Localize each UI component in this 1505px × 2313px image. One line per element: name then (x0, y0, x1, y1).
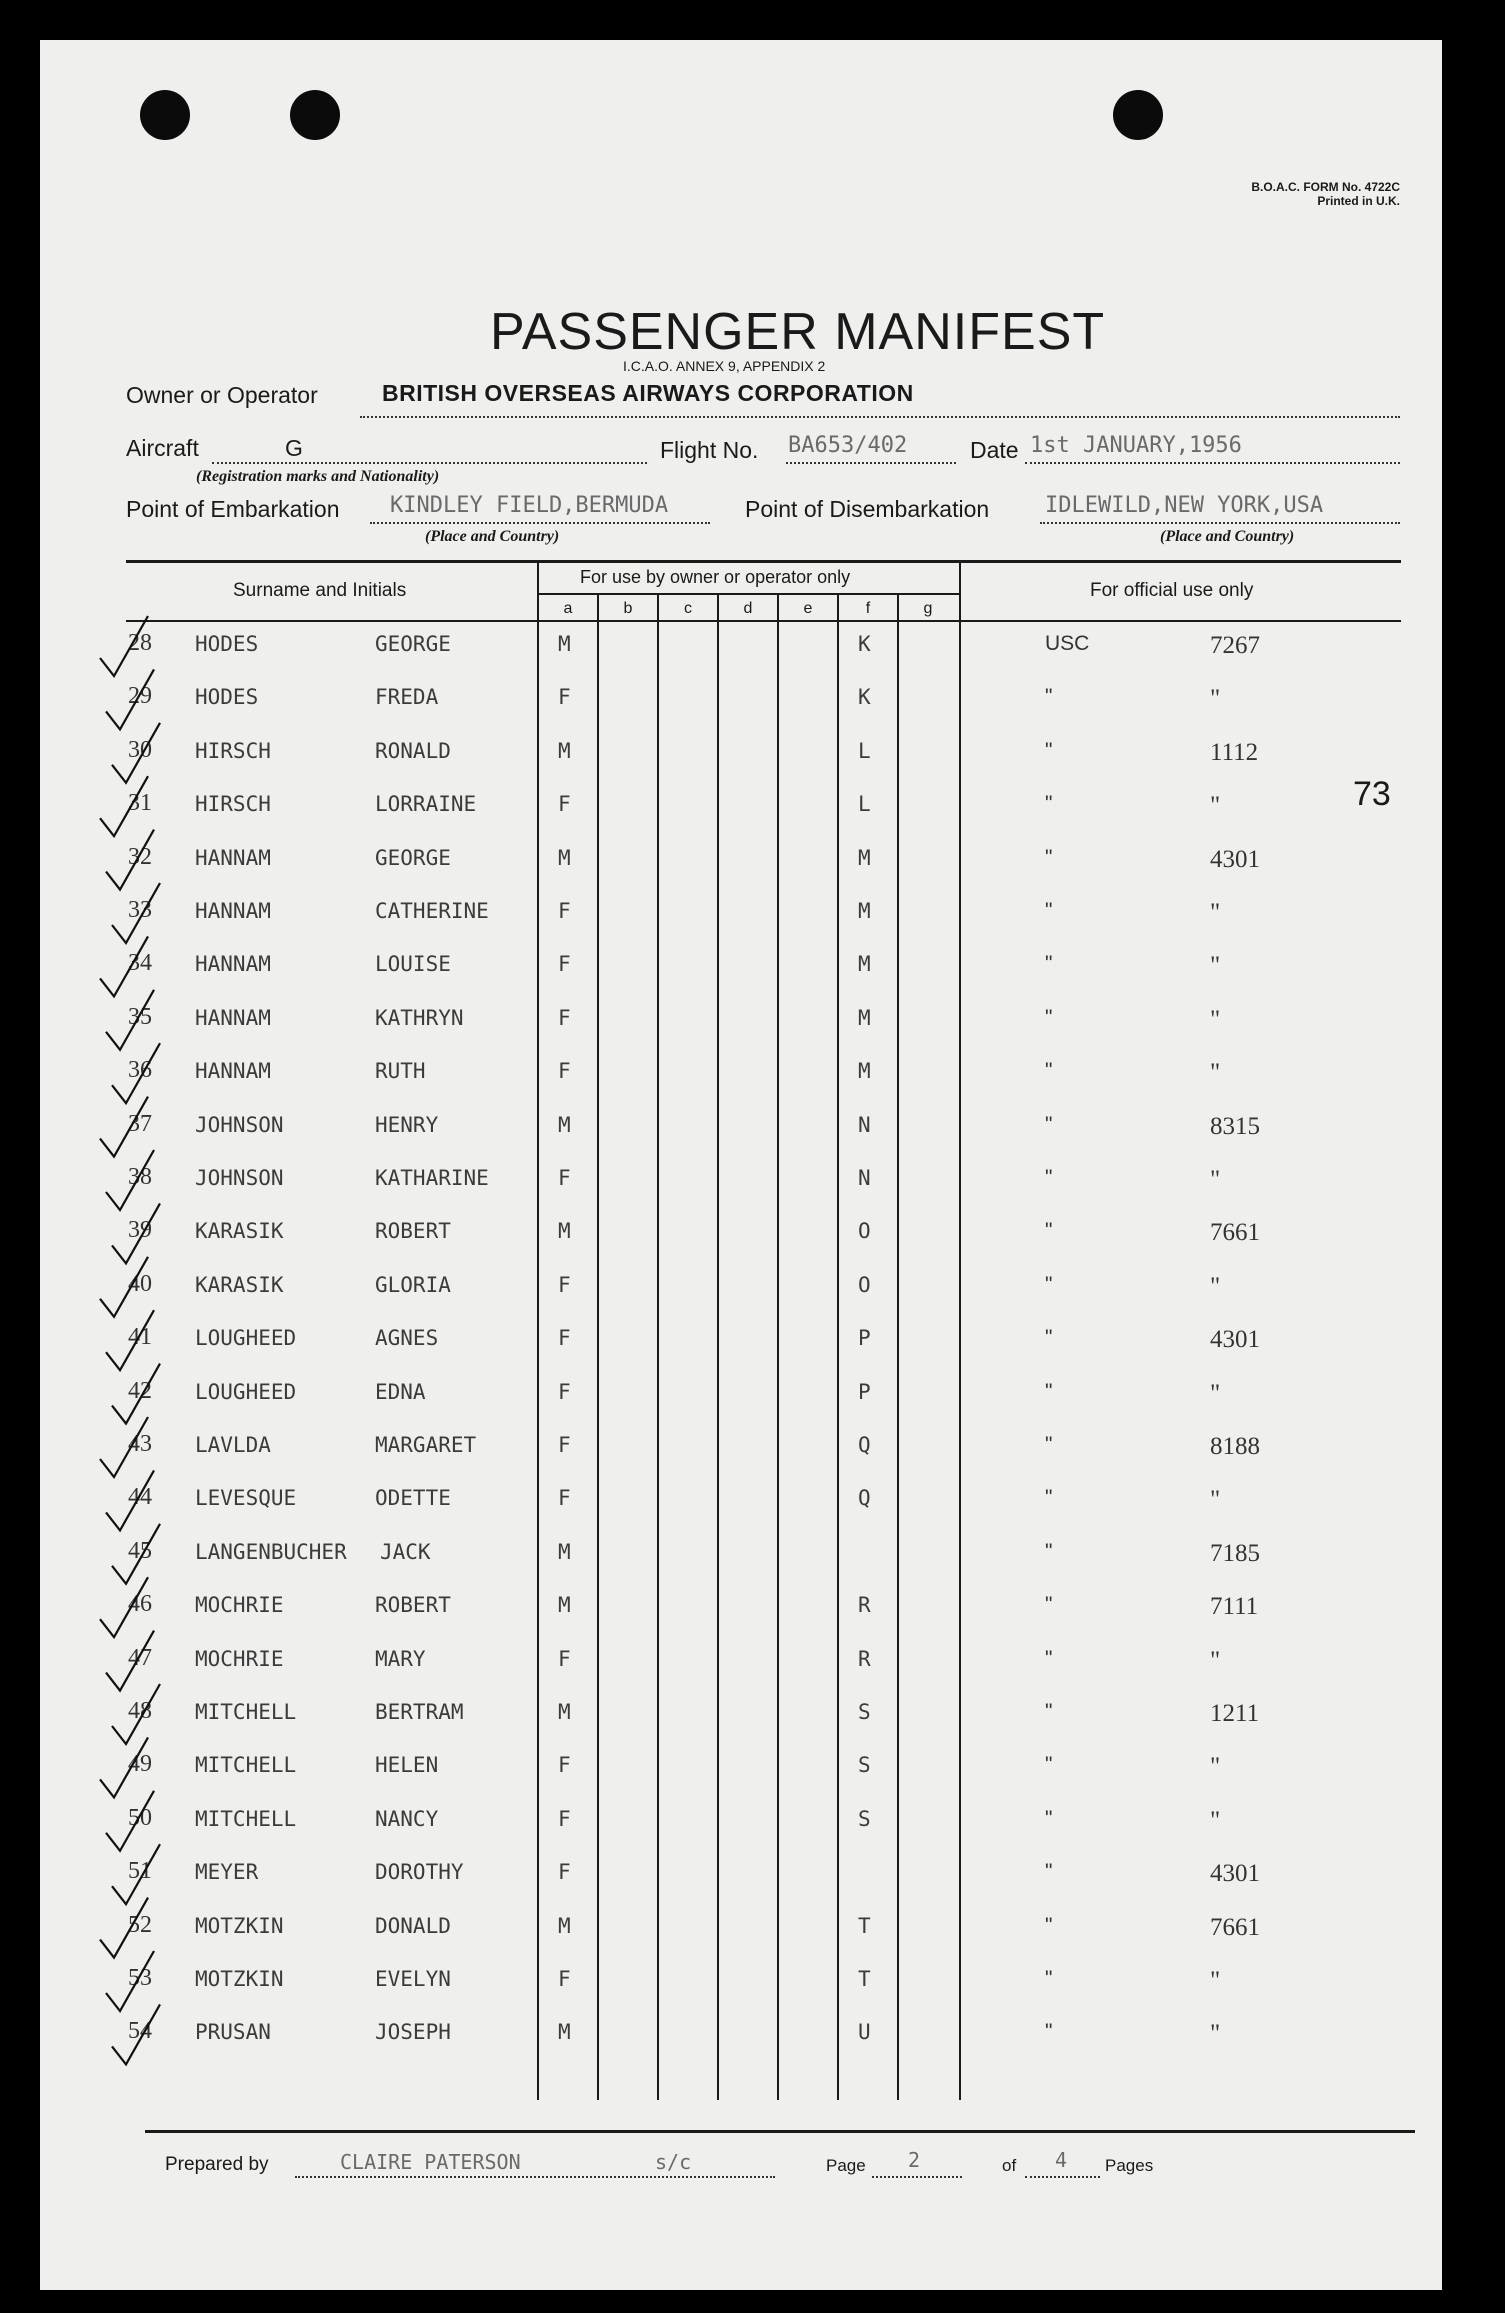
official-code: " (1045, 1806, 1053, 1830)
column-f-code: M (858, 899, 871, 923)
check-mark (100, 936, 148, 996)
passenger-first-name: ROBERT (375, 1219, 451, 1244)
disembarkation-value: IDLEWILD,NEW YORK,USA (1045, 493, 1324, 518)
column-a-sex: F (558, 1486, 571, 1511)
passenger-surname: JOHNSON (195, 1166, 284, 1190)
official-number: 8315 (1210, 1112, 1260, 1140)
row-number: 36 (128, 1057, 152, 1084)
column-a-sex: F (558, 1860, 571, 1885)
passenger-first-name: DOROTHY (375, 1860, 464, 1885)
passenger-surname: LOUGHEED (195, 1326, 297, 1351)
column-f-code: U (858, 2020, 871, 2045)
passenger-surname: MOTZKIN (195, 1913, 284, 1938)
official-number: 8188 (1210, 1433, 1260, 1460)
prepared-by-value: CLAIRE PATERSON (340, 2150, 521, 2174)
passenger-first-name: LORRAINE (375, 792, 477, 817)
check-mark (112, 1203, 160, 1263)
sub-column-e: e (803, 600, 813, 617)
passenger-surname: LAVLDA (195, 1433, 271, 1457)
side-note: 73 (1353, 775, 1391, 813)
sub-column-f: f (865, 600, 871, 617)
column-a-sex: F (558, 952, 571, 977)
passenger-surname: JOHNSON (195, 1112, 284, 1137)
official-code: " (1045, 1219, 1053, 1243)
column-f-code: P (858, 1379, 871, 1404)
column-f-code: Q (858, 1486, 871, 1511)
passenger-surname: MOCHRIE (195, 1593, 284, 1618)
official-header: For official use only (1090, 580, 1254, 601)
check-mark (112, 883, 160, 943)
passenger-surname: MOCHRIE (195, 1646, 284, 1671)
passenger-surname: LANGENBUCHER (195, 1539, 347, 1564)
row-number: 52 (128, 1911, 152, 1938)
official-number: " (1210, 1646, 1221, 1674)
passenger-surname: LOUGHEED (195, 1379, 297, 1404)
passenger-first-name: RUTH (375, 1059, 426, 1084)
column-a-sex: F (558, 1967, 571, 1991)
column-a-sex: M (558, 845, 571, 870)
official-number: 1211 (1210, 1700, 1260, 1727)
disembarkation-caption: (Place and Country) (1160, 528, 1295, 545)
check-mark (112, 1364, 160, 1424)
row-number: 32 (128, 843, 152, 870)
passenger-first-name: ODETTE (375, 1486, 451, 1511)
operator-header: For use by owner or operator only (580, 567, 851, 587)
owner-value: BRITISH OVERSEAS AIRWAYS CORPORATION (382, 380, 914, 406)
column-a-sex: M (558, 1112, 571, 1137)
row-number: 31 (128, 790, 152, 817)
passenger-surname: HANNAM (195, 1059, 271, 1084)
passenger-surname: HANNAM (195, 845, 271, 870)
column-f-code: K (858, 632, 871, 656)
passenger-surname: KARASIK (195, 1219, 284, 1244)
row-number: 46 (128, 1591, 152, 1618)
column-a-sex: M (558, 738, 571, 763)
column-f-code: M (858, 1059, 871, 1084)
row-number: 40 (128, 1270, 152, 1297)
check-mark (112, 1844, 160, 1904)
passenger-first-name: AGNES (375, 1326, 439, 1351)
official-number: 7111 (1210, 1593, 1259, 1621)
column-a-sex: F (558, 899, 571, 923)
date-label: Date (970, 437, 1019, 463)
check-mark (106, 1310, 154, 1370)
check-mark (100, 1577, 148, 1637)
row-number: 51 (128, 1858, 152, 1885)
column-a-sex: M (558, 1913, 571, 1938)
prepared-by-label: Prepared by (165, 2154, 269, 2175)
passenger-first-name: BERTRAM (375, 1700, 464, 1724)
prepared-by-underline (295, 2176, 775, 2178)
page-number: 2 (908, 2148, 921, 2172)
passenger-first-name: ROBERT (375, 1593, 451, 1618)
official-number: 4301 (1210, 1860, 1260, 1888)
passenger-first-name: RONALD (375, 738, 451, 763)
column-f-code: M (858, 1005, 871, 1030)
sub-column-c: c (684, 600, 692, 617)
check-mark (100, 1257, 148, 1317)
flight-label: Flight No. (660, 437, 759, 463)
column-f-code: Q (858, 1433, 871, 1457)
check-mark (112, 1043, 160, 1103)
column-f-code: P (858, 1326, 871, 1351)
official-number: 7661 (1210, 1913, 1260, 1941)
official-code: " (1045, 685, 1053, 709)
passenger-surname: MOTZKIN (195, 1967, 284, 1991)
check-mark (106, 669, 154, 729)
column-a-sex: F (558, 1272, 571, 1297)
disembarkation-label: Point of Disembarkation (745, 496, 990, 522)
official-code: " (1045, 1539, 1053, 1563)
passenger-first-name: GEORGE (375, 845, 451, 870)
column-a-sex: M (558, 1700, 571, 1724)
official-number: " (1210, 899, 1221, 926)
column-f-code: N (858, 1112, 871, 1137)
passenger-surname: MITCHELL (195, 1806, 297, 1831)
column-f-code: T (858, 1967, 871, 1991)
official-code: " (1045, 1593, 1053, 1617)
row-number: 54 (128, 2018, 152, 2045)
official-number: " (1210, 1806, 1221, 1834)
official-number: " (1210, 2020, 1221, 2048)
prepared-by-suffix: s/c (655, 2150, 692, 2174)
official-code: " (1045, 1112, 1053, 1136)
passenger-surname: HANNAM (195, 952, 271, 977)
sub-column-a: a (563, 600, 573, 617)
official-code: " (1045, 1005, 1053, 1029)
passenger-first-name: KATHARINE (375, 1166, 489, 1190)
row-number: 53 (128, 1965, 152, 1991)
official-code: " (1045, 952, 1053, 976)
of-underline (1025, 2176, 1100, 2178)
sub-column-d: d (743, 600, 753, 617)
official-code: " (1045, 1272, 1053, 1296)
column-a-sex: F (558, 685, 571, 710)
row-number: 50 (128, 1804, 152, 1831)
column-a-sex: F (558, 1379, 571, 1404)
passenger-first-name: EVELYN (375, 1967, 451, 1991)
passenger-first-name: NANCY (375, 1806, 439, 1831)
official-code: " (1045, 1326, 1053, 1350)
column-f-code: N (858, 1166, 871, 1190)
passenger-surname: MITCHELL (195, 1753, 297, 1778)
passenger-first-name: DONALD (375, 1913, 451, 1938)
check-mark (106, 1631, 154, 1691)
check-mark (112, 1524, 160, 1584)
column-a-sex: F (558, 1646, 571, 1671)
passenger-first-name: JOSEPH (375, 2020, 451, 2045)
column-a-sex: M (558, 632, 571, 656)
column-a-sex: F (558, 1806, 571, 1831)
column-a-sex: M (558, 2020, 571, 2045)
official-number: " (1210, 1059, 1221, 1087)
row-number: 41 (128, 1324, 152, 1351)
passenger-surname: PRUSAN (195, 2020, 271, 2045)
column-f-code: S (858, 1753, 871, 1778)
of-label: of (1002, 2156, 1017, 2175)
official-code: " (1045, 845, 1053, 869)
column-a-sex: M (558, 1539, 571, 1564)
official-number: 7661 (1210, 1219, 1260, 1247)
passenger-first-name: FREDA (375, 685, 439, 710)
official-number: " (1210, 1272, 1221, 1300)
row-number: 28 (128, 630, 152, 656)
aircraft-label: Aircraft (126, 435, 199, 461)
official-code: " (1045, 738, 1053, 762)
column-a-sex: F (558, 1326, 571, 1351)
passenger-surname: MEYER (195, 1860, 259, 1885)
column-f-code: R (858, 1593, 871, 1618)
column-a-sex: F (558, 1166, 571, 1190)
column-f-code: O (858, 1219, 871, 1244)
passenger-first-name: HELEN (375, 1753, 439, 1778)
official-code: USC (1045, 632, 1090, 655)
passenger-first-name: HENRY (375, 1112, 439, 1137)
official-code: " (1045, 1433, 1053, 1456)
check-mark (100, 1737, 148, 1797)
column-f-code: L (858, 738, 871, 763)
of-number: 4 (1055, 2148, 1068, 2172)
sub-column-b: b (623, 600, 633, 617)
official-number: 1112 (1210, 738, 1259, 766)
manifest-paper (40, 40, 1442, 2290)
passenger-surname: KARASIK (195, 1272, 284, 1297)
official-code: " (1045, 1860, 1053, 1884)
official-code: " (1045, 899, 1053, 922)
column-f-code: T (858, 1913, 871, 1938)
official-number: " (1210, 1166, 1221, 1193)
row-number: 45 (128, 1537, 152, 1564)
check-mark (106, 1791, 154, 1851)
official-number: 4301 (1210, 845, 1260, 873)
form-number: B.O.A.C. FORM No. 4722C (1251, 180, 1400, 194)
column-a-sex: F (558, 792, 571, 817)
passenger-first-name: LOUISE (375, 952, 451, 977)
embarkation-caption: (Place and Country) (425, 528, 560, 545)
column-f-code: M (858, 952, 871, 977)
printed-in: Printed in U.K. (1317, 194, 1400, 208)
column-a-sex: F (558, 1005, 571, 1030)
row-number: 49 (128, 1751, 152, 1778)
passenger-first-name: KATHRYN (375, 1005, 464, 1030)
flight-value: BA653/402 (788, 433, 908, 458)
official-code: " (1045, 1059, 1053, 1083)
embarkation-label: Point of Embarkation (126, 496, 340, 522)
row-number: 29 (128, 683, 152, 710)
passenger-surname: HIRSCH (195, 738, 271, 763)
check-mark (100, 1097, 148, 1157)
passenger-surname: HODES (195, 632, 259, 656)
page-label: Page (826, 2156, 866, 2175)
check-mark (112, 1684, 160, 1744)
column-f-code: R (858, 1646, 871, 1671)
passenger-first-name: GEORGE (375, 632, 451, 656)
column-f-code: S (858, 1806, 871, 1831)
pages-label: Pages (1105, 2156, 1154, 2175)
column-f-code: L (858, 792, 871, 817)
passenger-surname: HIRSCH (195, 792, 271, 817)
check-mark (106, 1150, 154, 1210)
column-f-code: S (858, 1700, 871, 1724)
official-code: " (1045, 1700, 1053, 1723)
check-mark (100, 1417, 148, 1477)
official-number: " (1210, 1486, 1221, 1514)
passenger-surname: MITCHELL (195, 1700, 297, 1724)
check-mark (106, 830, 154, 890)
table-bottom-rule (145, 2130, 1415, 2133)
check-mark (100, 616, 148, 676)
official-number: " (1210, 952, 1221, 980)
official-code: " (1045, 792, 1053, 816)
passenger-first-name: MARGARET (375, 1433, 477, 1457)
column-a-sex: F (558, 1059, 571, 1084)
column-a-sex: F (558, 1753, 571, 1778)
row-number: 39 (128, 1217, 152, 1244)
passenger-first-name: EDNA (375, 1379, 426, 1404)
row-number: 47 (128, 1644, 152, 1671)
sub-column-g: g (923, 600, 933, 617)
column-a-sex: M (558, 1219, 571, 1244)
column-a-sex: M (558, 1593, 571, 1618)
passenger-surname: HANNAM (195, 899, 271, 923)
row-number: 48 (128, 1698, 152, 1724)
page-subtitle: I.C.A.O. ANNEX 9, APPENDIX 2 (623, 358, 826, 374)
official-code: " (1045, 1967, 1053, 1990)
official-code: " (1045, 1913, 1053, 1937)
date-value: 1st JANUARY,1956 (1030, 433, 1242, 458)
aircraft-value: G (285, 435, 304, 461)
passenger-first-name: GLORIA (375, 1272, 451, 1297)
check-mark (100, 1898, 148, 1958)
official-code: " (1045, 1646, 1053, 1670)
check-mark (112, 2004, 160, 2064)
official-code: " (1045, 2020, 1053, 2044)
official-code: " (1045, 1753, 1053, 1777)
check-mark (112, 723, 160, 783)
registration-caption: (Registration marks and Nationality) (196, 468, 440, 485)
table-marks (40, 40, 1442, 2290)
embarkation-value: KINDLEY FIELD,BERMUDA (390, 493, 669, 518)
row-number: 42 (128, 1377, 152, 1404)
check-mark (106, 1470, 154, 1530)
row-number: 44 (128, 1484, 152, 1511)
official-code: " (1045, 1486, 1053, 1510)
row-number: 30 (128, 736, 152, 763)
owner-label: Owner or Operator (126, 382, 318, 408)
column-f-code: M (858, 845, 871, 870)
column-f-code: O (858, 1272, 871, 1297)
row-number: 33 (128, 897, 152, 923)
column-a-sex: F (558, 1433, 571, 1457)
official-number: " (1210, 1967, 1221, 1994)
passenger-surname: LEVESQUE (195, 1486, 297, 1511)
row-number: 34 (128, 950, 152, 977)
row-number: 43 (128, 1431, 152, 1457)
official-code: " (1045, 1379, 1053, 1403)
official-number: 7267 (1210, 632, 1260, 659)
official-number: 4301 (1210, 1326, 1260, 1354)
check-mark (100, 776, 148, 836)
passenger-first-name: MARY (375, 1646, 426, 1671)
row-number: 37 (128, 1110, 152, 1137)
official-number: " (1210, 1379, 1221, 1407)
official-number: " (1210, 1005, 1221, 1033)
official-number: " (1210, 792, 1221, 820)
official-number: 7185 (1210, 1539, 1260, 1567)
check-mark (106, 1951, 154, 2011)
row-number: 35 (128, 1003, 152, 1030)
passenger-first-name: CATHERINE (375, 899, 489, 923)
row-number: 38 (128, 1164, 152, 1190)
column-f-code: K (858, 685, 871, 710)
official-code: " (1045, 1166, 1053, 1189)
surname-header: Surname and Initials (233, 580, 407, 601)
passenger-surname: HANNAM (195, 1005, 271, 1030)
page-underline (872, 2176, 962, 2178)
page-title: PASSENGER MANIFEST (490, 303, 1106, 361)
official-number: " (1210, 685, 1221, 713)
check-mark (106, 990, 154, 1050)
passenger-first-name: JACK (380, 1539, 431, 1564)
passenger-surname: HODES (195, 685, 259, 710)
official-number: " (1210, 1753, 1221, 1781)
